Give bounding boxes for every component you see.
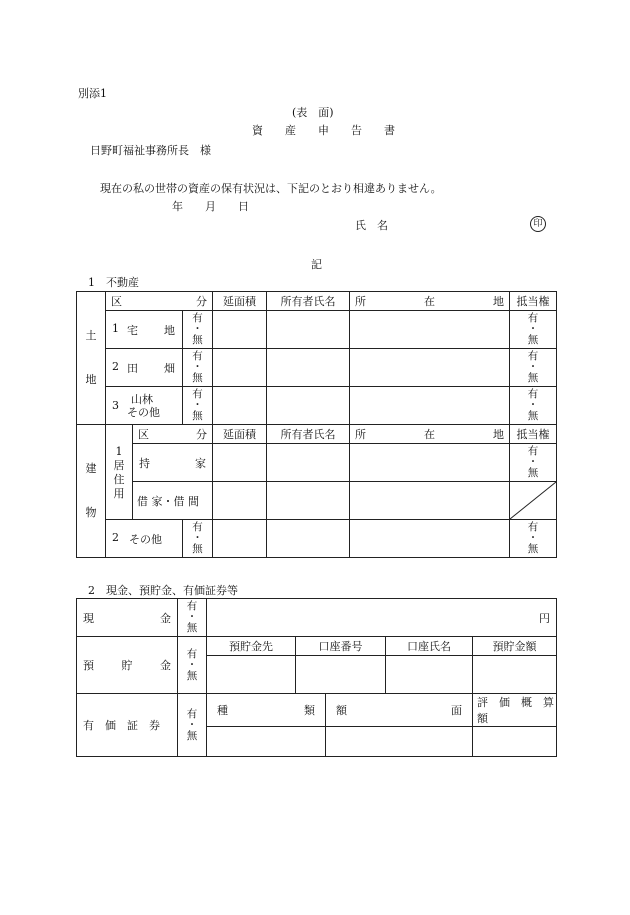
addressee: 日野町福祉事務所長 様 (90, 144, 211, 157)
no-mark: 無 (186, 622, 198, 634)
owned-mortgage[interactable] (510, 444, 557, 482)
dot-mark: ・ (186, 611, 198, 623)
deposit-account-number[interactable] (296, 656, 386, 694)
dot-mark: ・ (527, 361, 539, 373)
loc-char-3: 地 (493, 428, 504, 441)
land-row-1-mortgage[interactable] (510, 311, 557, 349)
land-row-1-yesno[interactable] (183, 311, 213, 349)
no-mark: 無 (527, 410, 539, 422)
deposit-account-name[interactable] (386, 656, 473, 694)
residence-char-2: 住 (113, 473, 125, 486)
land-row-3-label (106, 387, 183, 425)
securities-col-value (473, 694, 565, 727)
yes-mark: 有 (527, 350, 539, 362)
rented-text: 借 家・借 間 (137, 494, 199, 508)
yes-mark: 有 (186, 647, 198, 660)
land-row-3-mortgage[interactable] (510, 387, 557, 425)
residence-cell (106, 425, 133, 520)
owned-area[interactable] (213, 444, 267, 482)
deposit-a: 預 (83, 659, 94, 672)
face-b: 面 (451, 704, 462, 717)
name-label: 氏 名 (355, 219, 388, 232)
kubun-left: 区 (111, 295, 122, 308)
building-location-header (350, 425, 510, 444)
land-row-2-owner[interactable] (267, 349, 350, 387)
other-location[interactable] (350, 520, 510, 558)
land-label-bottom: 地 (85, 373, 97, 386)
assets-table (76, 598, 565, 757)
dot-mark: ・ (192, 532, 203, 544)
rented-location[interactable] (350, 482, 510, 520)
ki-label: 記 (311, 258, 322, 271)
owner-header: 所有者氏名 (267, 292, 350, 311)
yes-mark: 有 (527, 388, 539, 400)
no-mark: 無 (527, 467, 539, 479)
other-building-label (106, 520, 183, 558)
date-field: 年 月 日 (172, 200, 249, 213)
no-mark: 無 (192, 410, 203, 422)
loc-char-3: 地 (493, 295, 504, 308)
no-mark: 無 (192, 543, 203, 555)
yes-mark: 有 (186, 600, 198, 612)
land-row-3-location[interactable] (350, 387, 510, 425)
residence-char-1: 居 (113, 459, 125, 472)
location-header (350, 292, 510, 311)
area-header: 延面積 (213, 292, 267, 311)
no-mark: 無 (527, 543, 539, 555)
kind-a: 種 (217, 704, 228, 717)
loc-char-1: 所 (355, 428, 366, 441)
dot-mark: ・ (527, 323, 539, 335)
kind-b: 類 (304, 704, 315, 717)
building-owner-header: 所有者氏名 (267, 425, 350, 444)
document-title: 資 産 申 告 書 (252, 124, 395, 137)
rented-owner[interactable] (267, 482, 350, 520)
other-num: 2 (112, 530, 119, 544)
building-mortgage-header: 抵当権 (510, 425, 557, 444)
securities-kind[interactable] (207, 727, 326, 757)
kubun-right: 分 (196, 428, 207, 441)
diagonal-line (510, 482, 556, 519)
yes-mark: 有 (527, 312, 539, 324)
no-mark: 無 (527, 334, 539, 346)
yes-mark: 有 (192, 521, 203, 533)
land-label-top: 土 (85, 329, 97, 342)
owned-owner[interactable] (267, 444, 350, 482)
land-row-1-location[interactable] (350, 311, 510, 349)
deposit-col-bank: 預貯金先 (207, 637, 296, 656)
deposit-yesno[interactable] (178, 637, 207, 694)
residence-char-3: 用 (113, 487, 125, 500)
yes-mark: 有 (186, 707, 198, 720)
dot-mark: ・ (527, 456, 539, 468)
section1-heading: 1 不動産 (88, 276, 139, 289)
other-yesno[interactable] (183, 520, 213, 558)
kubun-right: 分 (196, 295, 207, 308)
seal-mark: 印 (530, 216, 546, 232)
cash-amount[interactable] (207, 599, 557, 637)
owned-b: 家 (195, 456, 206, 470)
other-mortgage[interactable] (510, 520, 557, 558)
securities-col-kind (207, 694, 326, 727)
building-label-cell (77, 425, 106, 558)
kubun-left: 区 (138, 428, 149, 441)
land-row-1-name-b: 地 (164, 323, 175, 337)
securities-value[interactable] (473, 727, 557, 757)
land-row-3-area[interactable] (213, 387, 267, 425)
deposit-c: 金 (160, 659, 171, 672)
land-row-3-yesno[interactable] (183, 387, 213, 425)
cash-yesno[interactable] (178, 599, 207, 637)
rented-mortgage-crossed (510, 482, 557, 520)
land-row-1-name-a: 宅 (127, 323, 138, 337)
land-row-2-mortgage[interactable] (510, 349, 557, 387)
owned-location[interactable] (350, 444, 510, 482)
loc-char-1: 所 (355, 295, 366, 308)
securities-yesno[interactable] (178, 694, 207, 757)
yes-mark: 有 (527, 521, 539, 533)
rented-area[interactable] (213, 482, 267, 520)
other-owner[interactable] (267, 520, 350, 558)
land-row-3-name-a: 山林 (131, 392, 153, 406)
no-mark: 無 (527, 372, 539, 384)
land-row-2-name-b: 畑 (164, 361, 175, 375)
land-row-1-num: 1 (112, 321, 119, 335)
land-label-cell (77, 292, 106, 425)
side-label: (表 面) (292, 106, 334, 119)
securities-label-text: 有 価 証 券 (83, 719, 160, 732)
securities-col-face (326, 694, 473, 727)
deposit-bank[interactable] (207, 656, 296, 694)
deposit-b: 貯 (121, 659, 133, 672)
cash-label (77, 599, 178, 637)
dot-mark: ・ (192, 361, 203, 373)
no-mark: 無 (186, 669, 198, 682)
securities-face[interactable] (326, 727, 473, 757)
deposit-col-amount: 預貯金額 (473, 637, 557, 656)
dot-mark: ・ (192, 323, 203, 335)
dot-mark: ・ (186, 658, 198, 671)
value-header-text: 評 価 概 算 額 (477, 696, 565, 725)
no-mark: 無 (192, 372, 203, 384)
deposit-label (77, 637, 178, 694)
residence-num: 1 (115, 445, 123, 458)
land-row-3-owner[interactable] (267, 387, 350, 425)
face-a: 額 (336, 704, 347, 717)
yes-mark: 有 (192, 350, 203, 362)
land-row-2-location[interactable] (350, 349, 510, 387)
land-row-1-label (106, 311, 183, 349)
deposit-col-account-name: 口座氏名 (386, 637, 473, 656)
yes-mark: 有 (192, 312, 203, 324)
no-mark: 無 (186, 729, 198, 742)
yes-mark: 有 (527, 445, 539, 457)
dot-mark: ・ (527, 532, 539, 544)
yes-mark: 有 (192, 388, 203, 400)
other-area[interactable] (213, 520, 267, 558)
loc-char-2: 在 (424, 428, 435, 441)
building-kubun-header (133, 425, 213, 444)
land-row-1-area[interactable] (213, 311, 267, 349)
land-row-2-label (106, 349, 183, 387)
dot-mark: ・ (527, 399, 539, 411)
securities-label (77, 694, 178, 757)
statement-text: 現在の私の世帯の資産の保有状況は、下記のとおり相違ありません。 (100, 182, 442, 195)
owned-a: 持 (139, 456, 150, 470)
building-label-top: 建 (85, 462, 97, 475)
section2-heading: 2 現金、預貯金、有価証券等 (88, 584, 238, 597)
deposit-amount[interactable] (473, 656, 557, 694)
cash-a: 現 (83, 611, 94, 625)
land-row-1-owner[interactable] (267, 311, 350, 349)
cash-b: 金 (160, 611, 171, 625)
kubun-header (106, 292, 213, 311)
building-area-header: 延面積 (213, 425, 267, 444)
attachment-label: 別添1 (78, 87, 107, 100)
land-row-2-area[interactable] (213, 349, 267, 387)
land-row-2-num: 2 (112, 359, 119, 373)
no-mark: 無 (192, 334, 203, 346)
land-row-3-name-b: その他 (127, 405, 160, 419)
loc-char-2: 在 (424, 295, 435, 308)
yen-unit: 円 (539, 611, 550, 625)
deposit-col-account-number: 口座番号 (296, 637, 386, 656)
land-row-2-name-a: 田 (127, 361, 138, 375)
land-row-3-num: 3 (112, 399, 119, 412)
land-row-2-yesno[interactable] (183, 349, 213, 387)
dot-mark: ・ (192, 399, 203, 411)
other-label: その他 (129, 532, 162, 546)
dot-mark: ・ (186, 718, 198, 731)
real-estate-table (76, 291, 557, 558)
owned-house-label (133, 444, 213, 482)
building-label-bottom: 物 (85, 506, 97, 519)
rented-label (133, 482, 213, 520)
mortgage-header: 抵当権 (510, 292, 557, 311)
